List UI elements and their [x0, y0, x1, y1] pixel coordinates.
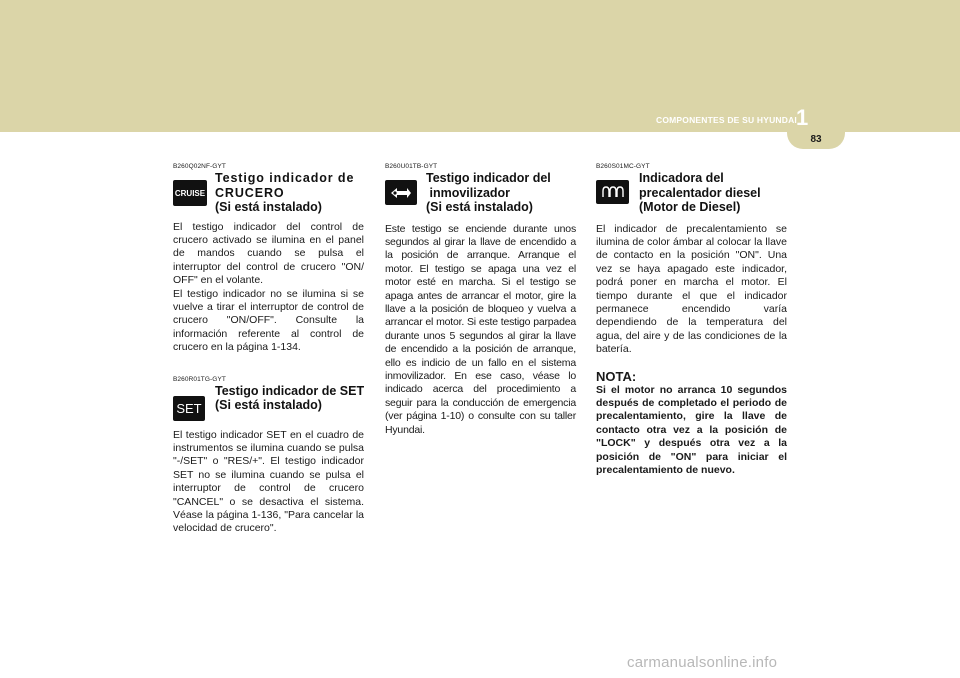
column-2: [385, 163, 576, 437]
title-line: inmovilizador: [426, 185, 511, 200]
set-indicator-block: [173, 376, 364, 536]
title-line: CRUCERO: [215, 185, 285, 200]
note-text: Si el motor no arranca 10 segundos después de completado el periodo de precalentamiento, gire la llave de contacto otra vez a la posición de "LOCK" y después otra vez a la posición de "ON" para iniciar el precalentamiento de nuevo.: [596, 383, 787, 476]
block-body: [173, 221, 364, 355]
section-code: B260S01MC-GYT: [596, 163, 650, 170]
block-body: [596, 223, 787, 357]
title-line: Testigo indicador de SET: [215, 383, 365, 398]
title-line: precalentador diesel: [639, 185, 761, 200]
title-line: Testigo indicador de: [215, 171, 355, 185]
cruise-indicator-block: [173, 163, 364, 355]
title-line: Testigo indicador del: [426, 171, 551, 185]
paragraph: El indicador de precalentamiento se ilumina de color ámbar al colocar la llave de contacto en la posición "ON". Una vez se haya apagado este indicador, podrá poner en marcha el motor. El tiempo durante el que el indicador permanece encendido varía dependiendo de la temperatura del agua, del aire y de las condiciones de la batería.: [596, 222, 787, 356]
title-line: (Si está instalado): [426, 200, 533, 214]
section-label: COMPONENTES DE SU HYUNDAI: [655, 115, 797, 125]
block-title: [425, 171, 551, 215]
page-number-tab: [787, 132, 845, 149]
column-1: [173, 163, 364, 536]
cruise-icon: [173, 180, 207, 206]
glow-plug-icon: [596, 180, 629, 204]
section-code: B260Q02NF-GYT: [173, 163, 226, 170]
block-body: [385, 223, 576, 438]
paragraph: El testigo indicador SET en el cuadro de instrumentos se ilumina cuando se pulsa "-/SET" o "RES/+". El testigo indicador SET no se ilumina cuando se pulsa el interruptor de control de crucero "CANCEL" o se desactiva el sistema. Véase la página 1-136, "Para cancelar la velocidad de crucero".: [173, 428, 364, 535]
header-band: [0, 0, 960, 132]
note-heading: NOTA:: [596, 368, 637, 384]
title-line: (Motor de Diesel): [639, 200, 741, 214]
set-icon-label: SET: [176, 400, 202, 416]
block-title: [215, 171, 354, 215]
paragraph: El testigo indicador del control de crucero activado se ilumina en el panel de mandos cuando se pulsa el interruptor del control de crucero "ON/ OFF" en el volante.: [173, 220, 364, 287]
set-icon: [173, 396, 205, 421]
page-number: 83: [810, 134, 822, 145]
block-title: [213, 384, 364, 413]
section-code: B260U01TB-GYT: [385, 163, 438, 170]
paragraph: Este testigo se enciende durante unos segundos al girar la llave de encendido a la posición de arranque. Arranque el motor. El testigo se apaga una vez el motor esté en marcha. Si el testigo se apaga antes de arrancar el motor, gire la llave a la posición de bloqueo y vuelva a arrancar el motor. Si este testigo parpadea durante unos 5 segundos al girar la llave de encendido a la posición de arranque, ello es indicio de un fallo en el sistema inmovilizador. En ese caso, véase lo indicado acerca del procedimiento a seguir para la conducción de emergencia (ver página 1-10) o consulte con su taller Hyundai.: [385, 222, 576, 436]
section-number: 1: [796, 105, 809, 130]
column-3: [596, 163, 787, 477]
block-title: [637, 171, 761, 215]
glow-plug-glyph: [600, 185, 626, 199]
immobilizer-key-glyph: [389, 186, 413, 200]
title-line: (Si está instalado): [215, 200, 322, 214]
cruise-icon-label: CRUISE: [174, 188, 206, 198]
block-body: [173, 429, 364, 536]
title-line: Indicadora del: [639, 171, 724, 185]
watermark: carmanualsonline.info: [627, 654, 778, 671]
title-line: (Si está instalado): [215, 398, 322, 413]
paragraph: El testigo indicador no se ilumina si se vuelve a tirar el interruptor de control de crucero "ON/OFF". Consulte la información referente al control de crucero en la página 1-134.: [173, 287, 364, 354]
section-code: B260R01TG-GYT: [173, 375, 226, 383]
immobilizer-key-icon: [385, 180, 417, 205]
